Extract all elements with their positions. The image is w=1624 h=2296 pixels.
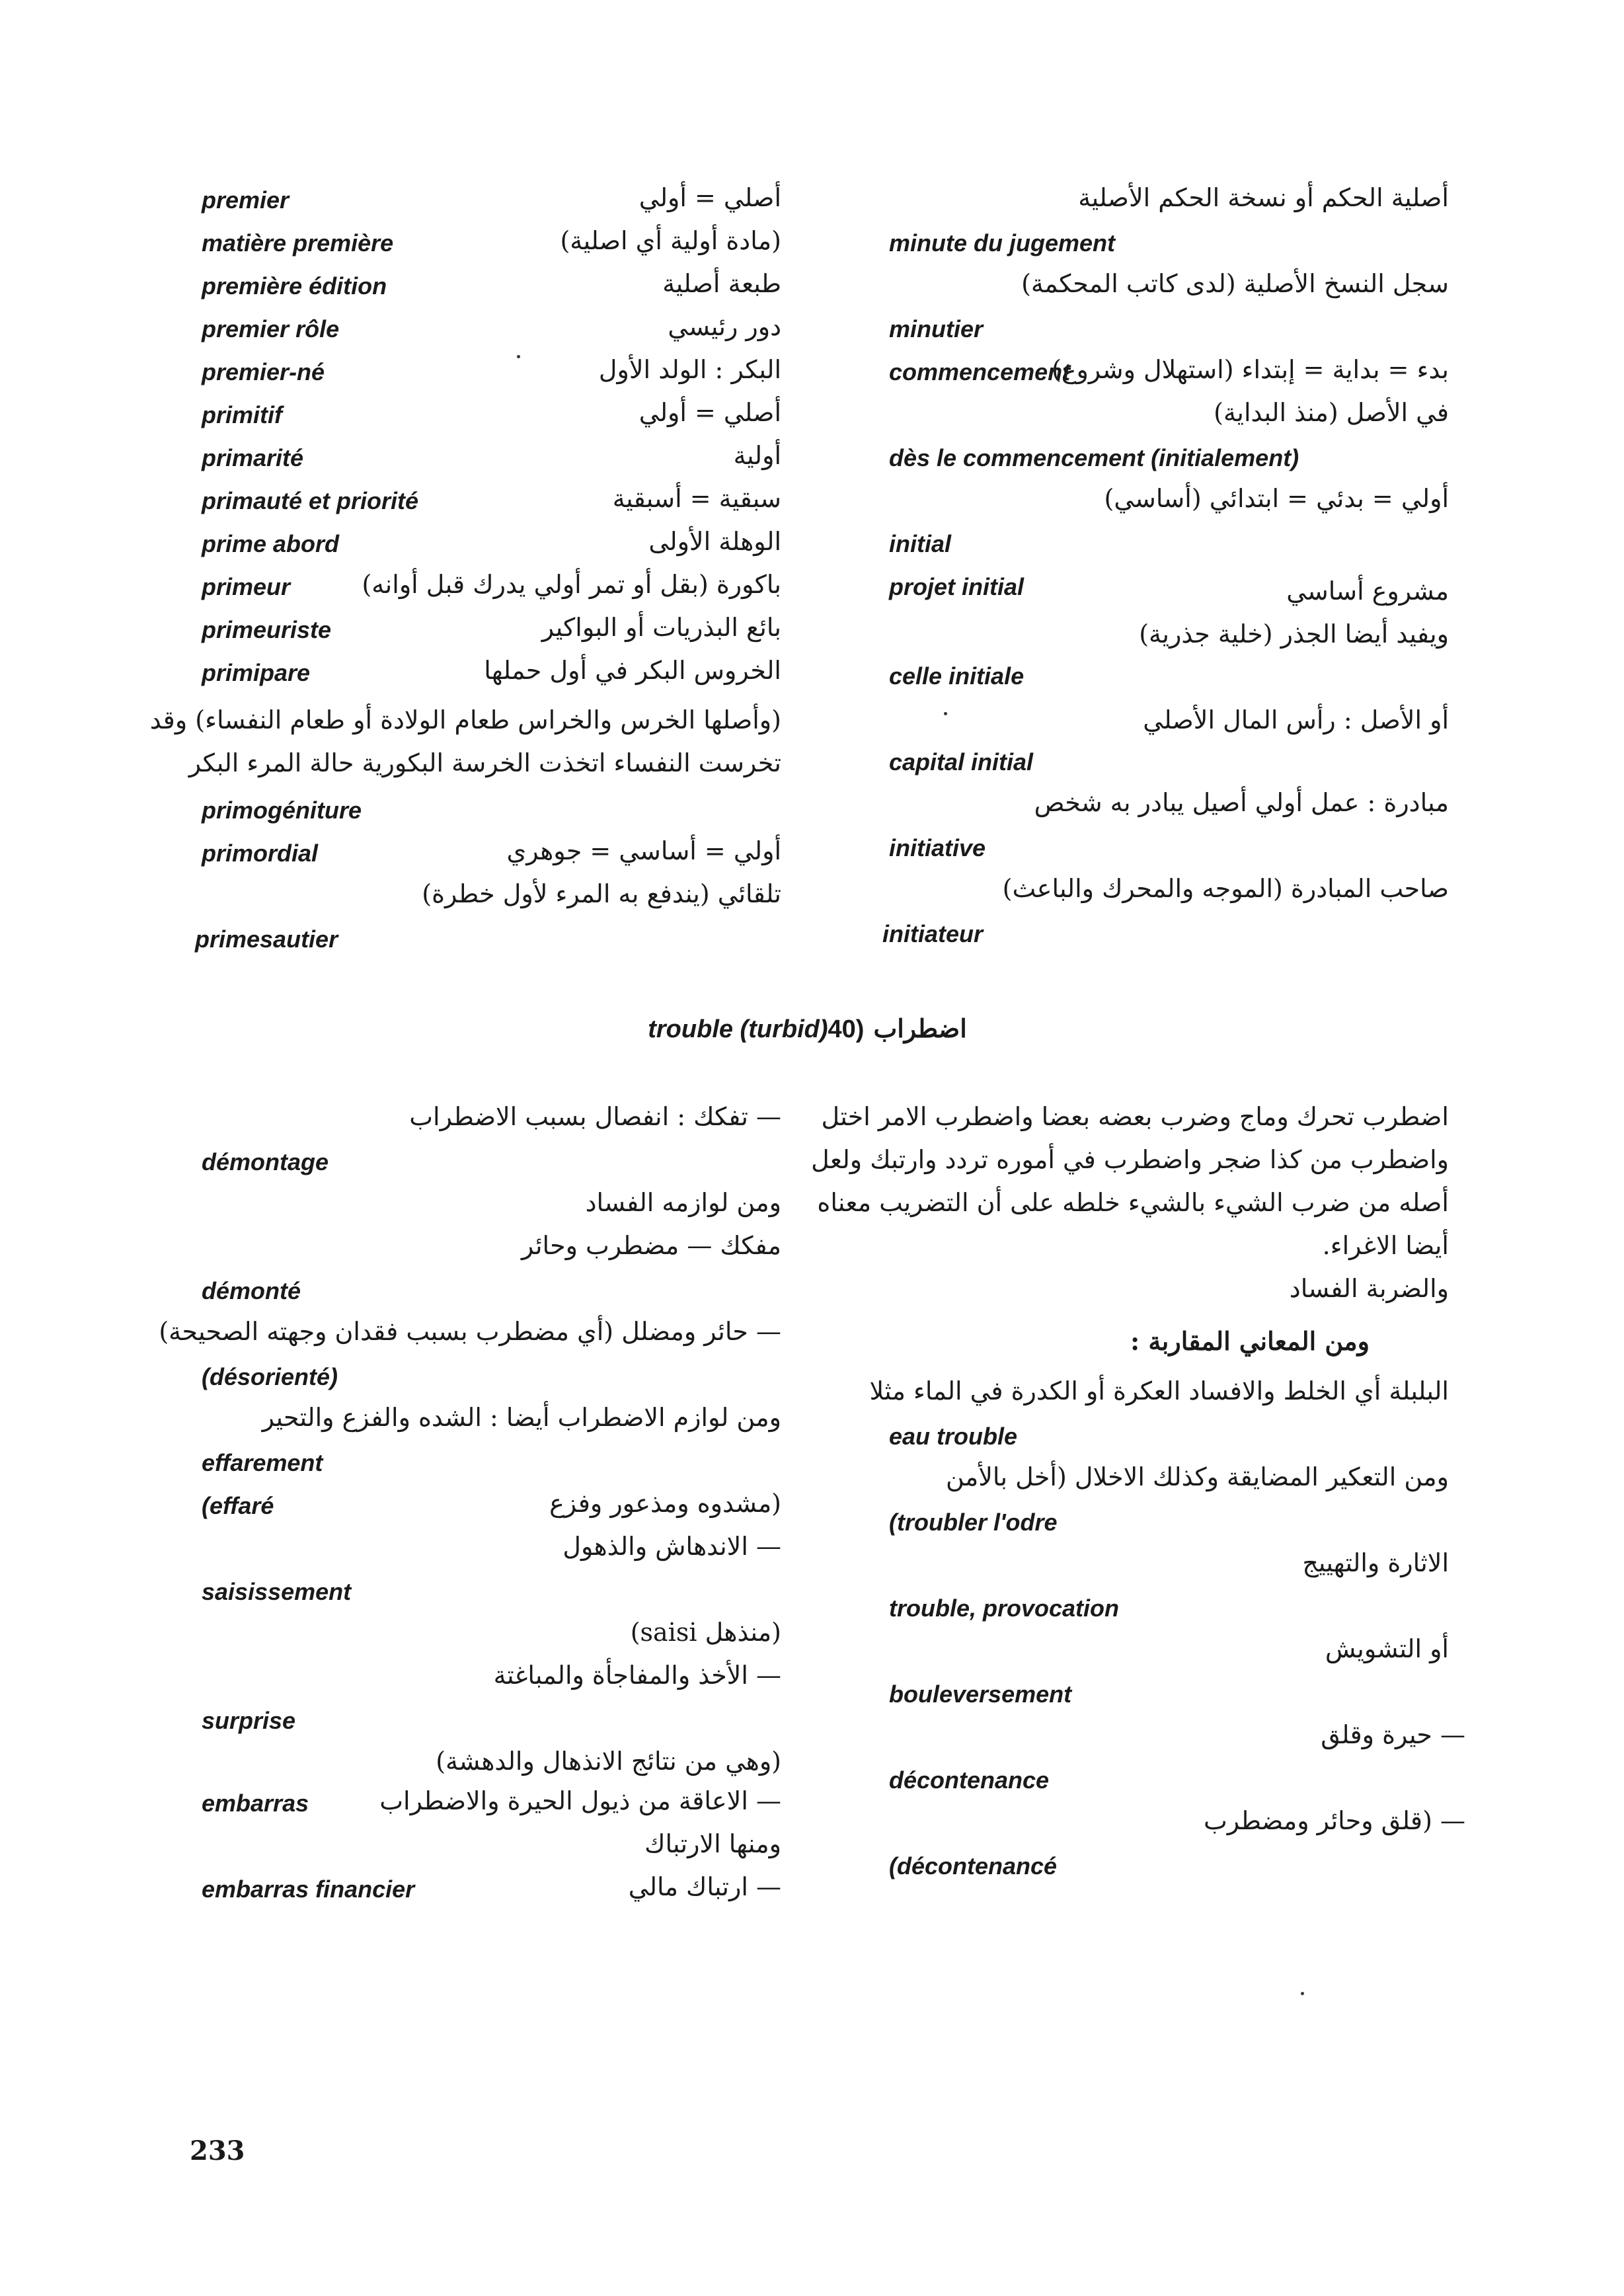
def-des-le-commencement: في الأصل (منذ البداية)	[1214, 398, 1449, 427]
def-primipare-note-1: (وأصلها الخرس والخراس طعام الولادة أو طعام النفساء) وقد	[149, 705, 781, 734]
term-projet-initial: projet initial	[889, 573, 1025, 600]
term-embarras: embarras	[202, 1790, 309, 1817]
def-primipare-note-2: تخرست النفساء اتخذت الخرسة البكورية حالة المرء البكر	[188, 748, 781, 777]
def-saisi: (منذهل saisi)	[630, 1618, 781, 1647]
def-idtiraab-line-5: والضربة الفساد	[1289, 1274, 1449, 1303]
def-desoriente: — حائر ومضلل (أي مضطرب بسبب فقدان وجهته الصحيحة)	[159, 1317, 781, 1346]
term-primogeniture: primogéniture	[202, 797, 362, 824]
def-commencement: بدء = بداية = إبتداء (استهلال وشروع)	[1051, 355, 1449, 384]
term-desoriente: (désorienté)	[202, 1363, 338, 1390]
term-saisissement: saisissement	[202, 1578, 352, 1605]
term-primordial: primordial	[202, 840, 319, 867]
def-prime-abord: الوهلة الأولى	[648, 527, 781, 556]
term-initial: initial	[889, 530, 952, 557]
scan-speck	[1301, 1992, 1304, 1995]
def-effarement: ومن لوازم الاضطراب أيضا : الشده والفزع والتحير	[262, 1403, 781, 1432]
def-premier-role: دور رئيسي	[668, 312, 781, 341]
term-primipare: primipare	[202, 659, 311, 686]
def-trouble-provocation: الاثارة والتهييج	[1302, 1548, 1449, 1577]
def-primaute: سبقية = أسبقية	[612, 484, 781, 513]
def-primarite: أولية	[733, 441, 781, 470]
def-premier: أصلي = أولي	[638, 183, 781, 212]
def-demonte: مفكك — مضطرب وحائر	[521, 1231, 781, 1260]
def-decontenance-adj: — (قلق وحائر ومضطرب	[1203, 1806, 1465, 1835]
def-capital-initial: أو الأصل : رأس المال الأصلي	[1143, 705, 1449, 734]
section-title	[0, 1013, 1624, 1044]
term-initiative: initiative	[889, 834, 986, 861]
term-embarras-financier: embarras financier	[202, 1876, 415, 1903]
def-embarras: — الاعاقة من ذيول الحيرة والاضطراب	[379, 1786, 781, 1815]
def-matiere-premiere: (مادة أولية أي اصلية)	[560, 226, 781, 255]
subheading-related-meanings: ومن المعاني المقاربة :	[1130, 1326, 1370, 1356]
term-primaute: primauté et priorité	[202, 487, 419, 514]
def-primipare: الخروس البكر في أول حملها	[484, 656, 781, 685]
term-effare: (effaré	[202, 1492, 274, 1519]
term-premier-ne: premier-né	[202, 358, 325, 385]
term-trouble-provocation: trouble, provocation	[889, 1595, 1120, 1622]
def-projet-initial: مشروع أساسي	[1286, 576, 1449, 606]
def-fasad: ومن لوازمه الفساد	[585, 1188, 781, 1217]
term-eau-trouble: eau trouble	[889, 1423, 1018, 1450]
term-demonte: démonté	[202, 1277, 301, 1304]
term-minutier: minutier	[889, 315, 984, 342]
def-premier-ne: البكر : الولد الأول	[598, 355, 781, 384]
def-bouleversement: أو التشويش	[1325, 1634, 1449, 1663]
def-embarras-note: ومنها الارتباك	[644, 1829, 781, 1858]
def-initiative: مبادرة : عمل أولي أصيل يبادر به شخص	[1034, 788, 1449, 817]
scan-speck	[517, 355, 520, 358]
def-eau-trouble: البلبلة أي الخلط والافساد العكرة أو الكدرة في الماء مثلا	[869, 1376, 1449, 1405]
def-embarras-financier: — ارتباك مالي	[628, 1872, 781, 1901]
term-celle-initiale: celle initiale	[889, 662, 1025, 690]
def-saisissement: — الاندهاش والذهول	[562, 1532, 781, 1561]
term-primeur: primeur	[202, 573, 291, 600]
def-demontage: — تفكك : انفصال بسبب الاضطراب	[409, 1102, 781, 1131]
term-premier-role: premier rôle	[202, 315, 340, 342]
section-number: (40	[828, 1015, 865, 1043]
term-initiateur: initiateur	[882, 920, 984, 947]
def-idtiraab-line-4: أيضا الاغراء.	[1322, 1231, 1449, 1260]
def-effare: (مشدوه ومذعور وفزع	[549, 1489, 781, 1518]
term-surprise: surprise	[202, 1707, 296, 1734]
term-primesautier: primesautier	[195, 926, 338, 953]
def-idtiraab-line-3: أصله من ضرب الشيء بالشيء خلطه على أن التضريب معناه	[817, 1188, 1449, 1217]
def-primitif: أصلي = أولي	[638, 398, 781, 427]
def-primeuriste: بائع البذريات أو البواكير	[541, 613, 781, 642]
scan-speck	[944, 712, 947, 715]
term-primeuriste: primeuriste	[202, 616, 332, 643]
def-initial: أولي = بدئي = ابتدائي (أساسي)	[1104, 484, 1449, 513]
def-idtiraab-line-1: اضطرب تحرك وماج وضرب بعضه بعضا واضطرب الامر اختل	[821, 1102, 1449, 1131]
term-premier: premier	[202, 186, 290, 214]
term-bouleversement: bouleversement	[889, 1681, 1072, 1708]
term-commencement: commencement	[889, 358, 1071, 385]
term-des-le-commencement: dès le commencement (initialement)	[889, 444, 1299, 471]
section-title-arabic: اضطراب	[873, 1013, 967, 1043]
def-initiateur: صاحب المبادرة (الموجه والمحرك والباعث)	[1002, 874, 1449, 903]
def-premiere-edition: طبعة أصلية	[662, 269, 781, 298]
def-minutier: سجل النسخ الأصلية (لدى كاتب المحكمة)	[1021, 269, 1449, 298]
term-decontenance: décontenance	[889, 1766, 1050, 1794]
term-matiere-premiere: matière première	[202, 229, 394, 257]
term-primitif: primitif	[202, 401, 282, 428]
def-primesautier: تلقائي (يندفع به المرء لأول خطرة)	[422, 879, 781, 908]
section-title-french: trouble (turbid)	[648, 1015, 828, 1043]
def-celle-initiale: ويفيد أيضا الجذر (خلية جذرية)	[1139, 619, 1449, 649]
def-troubler-lordre: ومن التعكير المضايقة وكذلك الاخلال (أخل بالأمن	[945, 1462, 1449, 1491]
term-decontenance-adj: (décontenancé	[889, 1852, 1058, 1880]
term-capital-initial: capital initial	[889, 748, 1034, 775]
term-minute-du-jugement: minute du jugement	[889, 229, 1115, 257]
def-primeur: باكورة (بقل أو تمر أولي يدرك قبل أوانه)	[362, 570, 781, 599]
term-troubler-lordre: (troubler l'odre	[889, 1509, 1058, 1536]
term-demontage: démontage	[202, 1148, 329, 1175]
term-primarite: primarité	[202, 444, 304, 471]
def-decontenance: — حيرة وقلق	[1321, 1720, 1465, 1749]
def-minute-du-jugement: أصلية الحكم أو نسخة الحكم الأصلية	[1078, 183, 1449, 212]
term-effarement: effarement	[202, 1449, 323, 1476]
term-prime-abord: prime abord	[202, 530, 340, 557]
def-surprise-note: (وهي من نتائج الانذهال والدهشة)	[436, 1747, 781, 1776]
page-number: 233	[190, 2135, 245, 2166]
def-idtiraab-line-2: واضطرب من كذا ضجر واضطرب في أموره تردد وارتبك ولعل	[811, 1145, 1449, 1174]
def-primordial: أولي = أساسي = جوهري	[506, 836, 781, 865]
term-premiere-edition: première édition	[202, 272, 387, 299]
def-surprise: — الأخذ والمفاجأة والمباغتة	[493, 1661, 781, 1690]
